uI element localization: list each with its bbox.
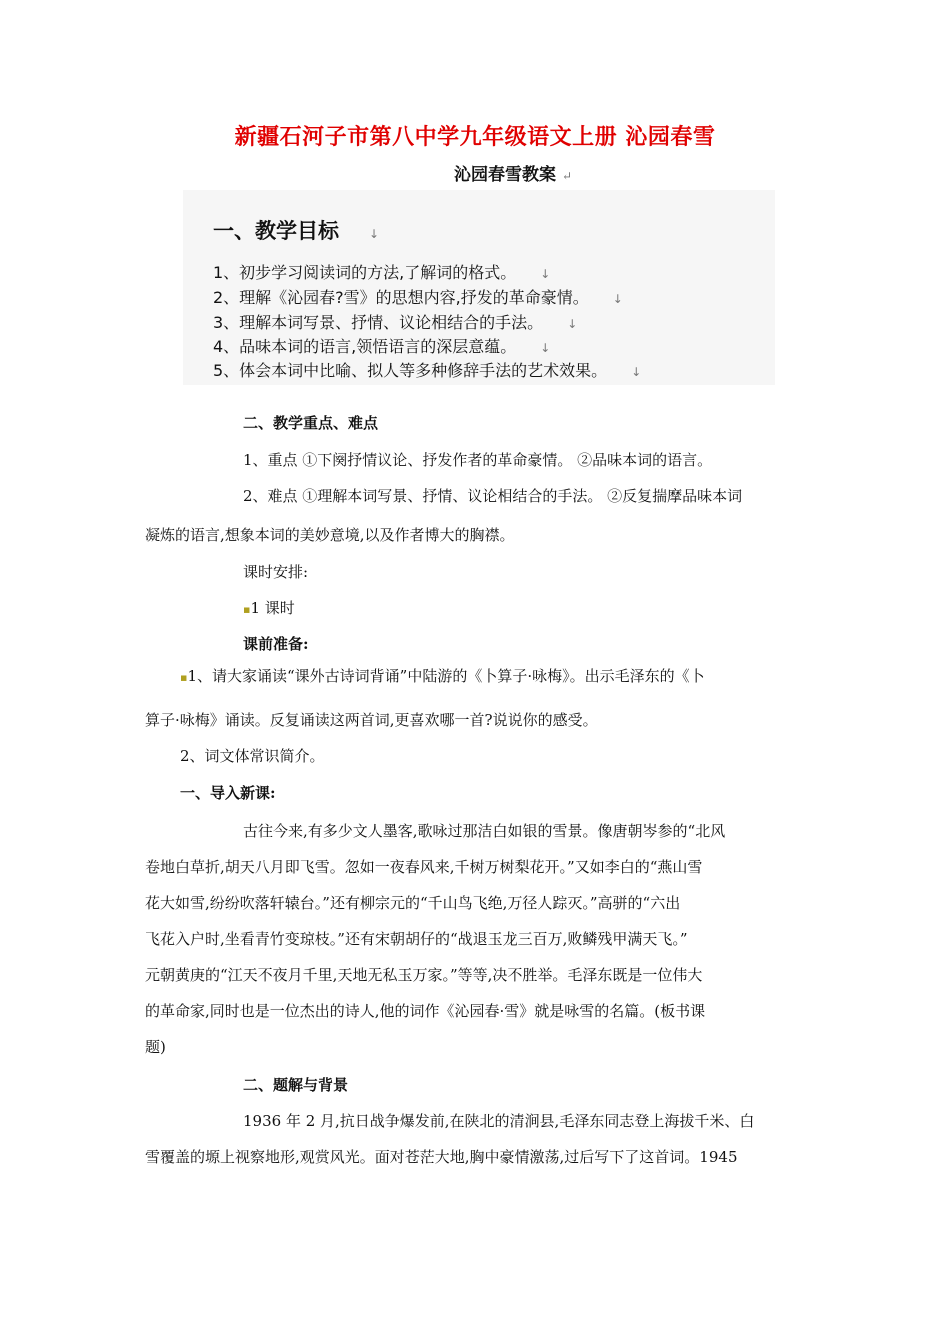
goal-item	[213, 334, 550, 357]
prep-item-1-cont: 算子·咏梅》诵读。反复诵读这两首词,更喜欢哪一首?说说你的感受。	[145, 711, 598, 729]
difficulty-line: 2、难点 ①理解本词写景、抒情、议论相结合的手法。 ②反复揣摩品味本词	[243, 487, 743, 505]
schedule-value-line	[243, 597, 295, 618]
down-mark-icon: ↓	[567, 317, 578, 331]
subtitle-text: 沁园春雪教案	[454, 165, 556, 185]
down-mark-icon: ↓	[631, 365, 642, 379]
schedule-value: 1 课时	[250, 599, 295, 617]
goal-item-text: 1、初步学习阅读词的方法,了解词的格式。	[213, 263, 517, 282]
section-heading-key-points: 二、教学重点、难点	[243, 414, 379, 432]
key-point-line: 1、重点 ①下阕抒情议论、抒发作者的革命豪情。 ②品味本词的语言。	[243, 451, 713, 469]
bullet-mark-icon: ▪	[180, 671, 188, 684]
background-line: 雪覆盖的塬上视察地形,观赏风光。面对苍茫大地,胸中豪情激荡,过后写下了这首词。1945	[145, 1148, 738, 1166]
goal-item-text: 2、理解《沁园春?雪》的思想内容,抒发的革命豪情。	[213, 288, 589, 307]
goal-item	[213, 310, 577, 333]
goal-item-text: 5、体会本词中比喻、拟人等多种修辞手法的艺术效果。	[213, 361, 608, 380]
prep-heading: 课前准备:	[243, 635, 309, 653]
return-mark-icon: ↵	[562, 169, 573, 183]
document-title: 新疆石河子市第八中学九年级语文上册 沁园春雪	[234, 124, 716, 150]
goals-heading	[213, 215, 379, 245]
prep-item-1-text: 1、请大家诵读“课外古诗词背诵”中陆游的《卜算子·咏梅》。出示毛泽东的《卜	[187, 667, 705, 685]
background-line: 1936 年 2 月,抗日战争爆发前,在陕北的清涧县,毛泽东同志登上海拔千米、白	[243, 1112, 755, 1130]
goal-item-text: 3、理解本词写景、抒情、议论相结合的手法。	[213, 313, 544, 332]
goal-item	[213, 358, 641, 381]
goal-item	[213, 285, 623, 308]
goals-heading-text: 一、教学目标	[213, 219, 339, 243]
teaching-goals-image	[183, 190, 775, 385]
intro-line: 花大如雪,纷纷吹落轩辕台。”还有柳宗元的“千山鸟飞绝,万径人踪灭。”高骈的“六出	[145, 894, 681, 912]
goal-item	[213, 260, 550, 283]
schedule-label: 课时安排:	[243, 563, 309, 581]
lesson-plan-subtitle	[454, 160, 572, 185]
down-mark-icon: ↓	[612, 292, 623, 306]
intro-line: 元朝黄庚的“江天不夜月千里,天地无私玉万家。”等等,决不胜举。毛泽东既是一位伟大	[145, 966, 703, 984]
difficulty-line-cont: 凝炼的语言,想象本词的美妙意境,以及作者博大的胸襟。	[145, 526, 515, 544]
bullet-mark-icon: ▪	[243, 603, 251, 616]
down-mark-icon: ↓	[369, 227, 380, 241]
prep-item-2: 2、词文体常识简介。	[180, 747, 325, 765]
intro-line: 卷地白草折,胡天八月即飞雪。忽如一夜春风来,千树万树梨花开。”又如李白的“燕山雪	[145, 858, 703, 876]
intro-line: 飞花入户时,坐看青竹变琼枝。”还有宋朝胡仔的“战退玉龙三百万,败鳞残甲满天飞。”	[145, 930, 688, 948]
intro-line: 古往今来,有多少文人墨客,歌咏过那洁白如银的雪景。像唐朝岑参的“北风	[243, 822, 726, 840]
intro-line: 的革命家,同时也是一位杰出的诗人,他的词作《沁园春·雪》就是咏雪的名篇。(板书课	[145, 1002, 706, 1020]
goal-item-text: 4、品味本词的语言,领悟语言的深层意蕴。	[213, 337, 517, 356]
down-mark-icon: ↓	[540, 341, 551, 355]
intro-line: 题)	[145, 1038, 166, 1056]
prep-item-1	[180, 665, 705, 686]
down-mark-icon: ↓	[540, 267, 551, 281]
background-heading: 二、题解与背景	[243, 1076, 349, 1094]
intro-heading: 一、导入新课:	[180, 784, 276, 802]
